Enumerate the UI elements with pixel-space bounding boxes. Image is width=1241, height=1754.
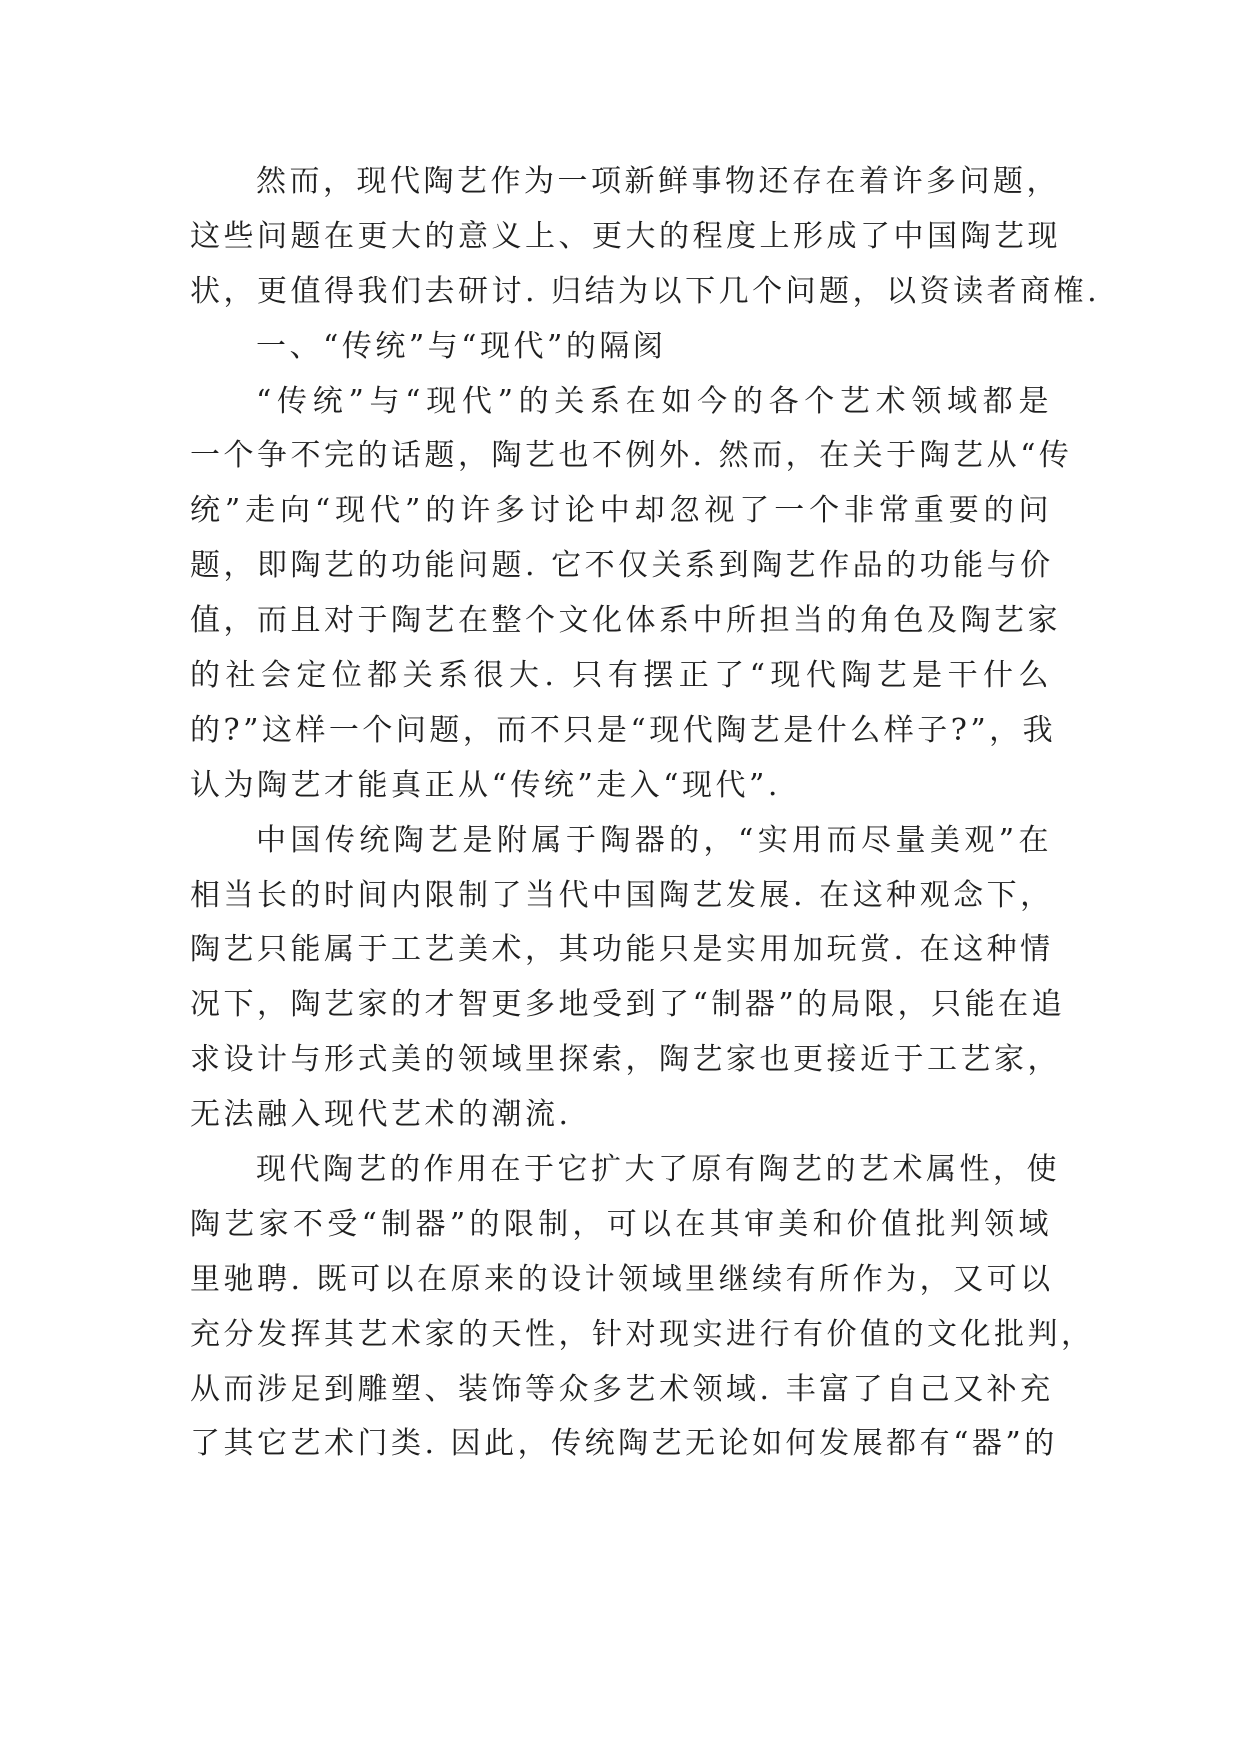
- text-line: 值，而且对于陶艺在整个文化体系中所担当的角色及陶艺家: [190, 603, 1061, 639]
- text-line: 一个争不完的话题，陶艺也不例外. 然而，在关于陶艺从“传: [190, 438, 1073, 474]
- paragraph-tradition-modern: [190, 375, 1073, 814]
- text-line: 然而，现代陶艺作为一项新鲜事物还存在着许多问题，: [256, 164, 1060, 199]
- text-line: 中国传统陶艺是附属于陶器的，“实用而尽量美观”在: [256, 822, 1052, 858]
- text-line: 况下，陶艺家的才智更多地受到了“制器”的局限，只能在追: [190, 987, 1066, 1023]
- text-line: 认为陶艺才能真正从“传统”走入“现代”.: [190, 767, 781, 803]
- text-line: 相当长的时间内限制了当代中国陶艺发展. 在这种观念下，: [190, 877, 1054, 913]
- text-line: 了其它艺术门类. 因此，传统陶艺无论如何发展都有“器”的: [190, 1426, 1058, 1462]
- text-line: 里驰聘. 既可以在原来的设计领域里继续有所作为，又可以: [190, 1261, 1054, 1297]
- text-line: 题，即陶艺的功能问题. 它不仅关系到陶艺作品的功能与价: [190, 548, 1054, 584]
- section-heading: [190, 320, 1052, 375]
- text-line: 统”走向“现代”的许多讨论中却忽视了一个非常重要的问: [190, 493, 1052, 529]
- text-line: 的社会定位都关系很大. 只有摆正了“现代陶艺是干什么: [190, 658, 1052, 694]
- text-line: 的?”这样一个问题，而不只是“现代陶艺是什么样子?”，我: [190, 712, 1057, 748]
- text-line: “传统”与“现代”的关系在如今的各个艺术领域都是: [256, 383, 1052, 419]
- text-line: 状，更值得我们去研讨. 归结为以下几个问题，以资读者商榷.: [190, 273, 1101, 309]
- paragraph-intro: [190, 155, 1101, 320]
- text-line: 陶艺只能属于工艺美术，其功能只是实用加玩赏. 在这种情: [190, 932, 1054, 968]
- heading-line: 一、“传统”与“现代”的隔阂: [256, 328, 667, 364]
- text-line: 充分发挥其艺术家的天性，针对现实进行有价值的文化批判，: [190, 1316, 1095, 1352]
- text-line: 无法融入现代艺术的潮流.: [190, 1097, 572, 1133]
- text-line: 从而涉足到雕塑、装饰等众多艺术领域. 丰富了自己又补充: [190, 1371, 1054, 1407]
- text-line: 现代陶艺的作用在于它扩大了原有陶艺的艺术属性，使: [256, 1152, 1060, 1188]
- document-page: [190, 155, 1101, 1472]
- text-line: 陶艺家不受“制器”的限制，可以在其审美和价值批判领域: [190, 1206, 1052, 1242]
- text-line: 求设计与形式美的领域里探索，陶艺家也更接近于工艺家，: [190, 1042, 1061, 1078]
- paragraph-modern-pottery: [190, 1143, 1095, 1472]
- paragraph-traditional-pottery: [190, 814, 1066, 1143]
- text-line: 这些问题在更大的意义上、更大的程度上形成了中国陶艺现: [190, 218, 1061, 254]
